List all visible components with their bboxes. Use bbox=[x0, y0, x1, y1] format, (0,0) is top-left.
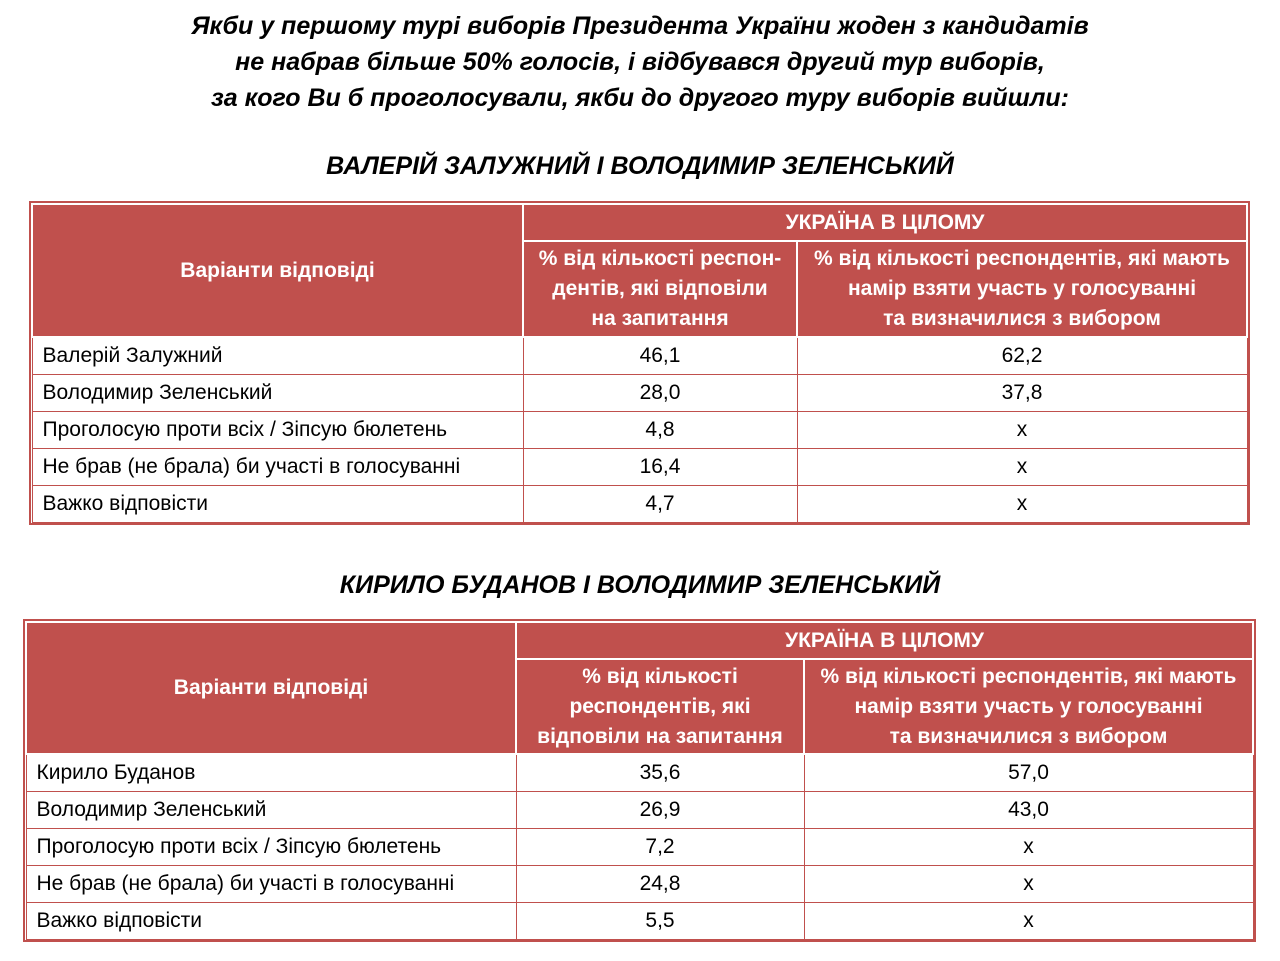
table-row bbox=[32, 375, 1247, 412]
header-line: намір взяти участь у голосуванні bbox=[847, 277, 1197, 300]
row-label: Проголосую проти всіх / Зіпсую бюлетень bbox=[32, 412, 523, 449]
row-value-voters: х bbox=[804, 829, 1253, 866]
row-label: Не брав (не брала) би участі в голосуванні bbox=[32, 449, 523, 486]
table-row bbox=[32, 486, 1247, 523]
row-label: Важко відповісти bbox=[26, 903, 516, 940]
region-header: УКРАЇНА В ЦІЛОМУ bbox=[523, 204, 1247, 241]
table-row bbox=[26, 792, 1253, 829]
row-label: Важко відповісти bbox=[32, 486, 523, 523]
header-line: та визначилися з вибором bbox=[889, 724, 1168, 748]
table-title: ВАЛЕРІЙ ЗАЛУЖНИЙ І ВОЛОДИМИР ЗЕЛЕНСЬКИЙ bbox=[326, 152, 954, 180]
row-value-respondents: 7,2 bbox=[516, 829, 804, 866]
question-line: за кого Ви б проголосували, якби до другого туру виборів вийшли: bbox=[210, 84, 1069, 112]
header-line: відповіли на запитання bbox=[537, 724, 783, 748]
row-value-voters: х bbox=[804, 903, 1253, 940]
row-value-respondents: 24,8 bbox=[516, 866, 804, 903]
header-line: % від кількості bbox=[582, 664, 738, 688]
row-value-voters: 57,0 bbox=[804, 754, 1253, 792]
table-row bbox=[26, 829, 1253, 866]
row-label: Кирило Буданов bbox=[26, 754, 516, 792]
answers-header: Варіанти відповіді bbox=[32, 204, 523, 337]
header-line: на запитання bbox=[591, 307, 729, 330]
region-header: УКРАЇНА В ЦІЛОМУ bbox=[516, 622, 1253, 659]
header-line: намір взяти участь у голосуванні bbox=[854, 694, 1203, 718]
table-row bbox=[32, 337, 1247, 375]
question-line: Якби у першому турі виборів Президента України жоден з кандидатів bbox=[191, 12, 1089, 40]
table-row bbox=[26, 866, 1253, 903]
header-line: % від кількості респондентів, які мають bbox=[814, 247, 1230, 270]
header-line: % від кількості респон- bbox=[538, 247, 782, 270]
col1-header bbox=[523, 241, 797, 337]
table-row bbox=[32, 449, 1247, 486]
row-value-voters: х bbox=[797, 486, 1247, 523]
row-label: Володимир Зеленський bbox=[32, 375, 523, 412]
row-value-voters: 37,8 bbox=[797, 375, 1247, 412]
header-line: % від кількості респондентів, які мають bbox=[820, 664, 1237, 688]
row-value-respondents: 35,6 bbox=[516, 754, 804, 792]
survey-question bbox=[0, 8, 1280, 116]
col2-header bbox=[804, 659, 1253, 754]
row-value-voters: 43,0 bbox=[804, 792, 1253, 829]
table-row bbox=[26, 754, 1253, 792]
row-value-voters: 62,2 bbox=[797, 337, 1247, 375]
results-table bbox=[31, 203, 1248, 523]
table-title: КИРИЛО БУДАНОВ І ВОЛОДИМИР ЗЕЛЕНСЬКИЙ bbox=[339, 571, 941, 599]
row-label: Володимир Зеленський bbox=[26, 792, 516, 829]
row-label: Проголосую проти всіх / Зіпсую бюлетень bbox=[26, 829, 516, 866]
row-value-respondents: 4,7 bbox=[523, 486, 797, 523]
header-line: та визначилися з вибором bbox=[883, 307, 1161, 330]
row-label: Не брав (не брала) би участі в голосуванні bbox=[26, 866, 516, 903]
row-value-respondents: 28,0 bbox=[523, 375, 797, 412]
results-table bbox=[25, 621, 1254, 940]
row-value-voters: х bbox=[797, 449, 1247, 486]
header-line: дентів, які відповіли bbox=[552, 277, 768, 300]
row-value-respondents: 26,9 bbox=[516, 792, 804, 829]
header-line: респондентів, які bbox=[569, 694, 751, 718]
row-value-respondents: 46,1 bbox=[523, 337, 797, 375]
col1-header bbox=[516, 659, 804, 754]
row-value-voters: х bbox=[804, 866, 1253, 903]
row-value-respondents: 16,4 bbox=[523, 449, 797, 486]
col2-header bbox=[797, 241, 1247, 337]
table-row bbox=[32, 412, 1247, 449]
row-label: Валерій Залужний bbox=[32, 337, 523, 375]
row-value-respondents: 4,8 bbox=[523, 412, 797, 449]
question-line: не набрав більше 50% голосів, і відбувався другий тур виборів, bbox=[235, 48, 1045, 76]
row-value-respondents: 5,5 bbox=[516, 903, 804, 940]
answers-header: Варіанти відповіді bbox=[26, 622, 516, 754]
row-value-voters: х bbox=[797, 412, 1247, 449]
table-row bbox=[26, 903, 1253, 940]
